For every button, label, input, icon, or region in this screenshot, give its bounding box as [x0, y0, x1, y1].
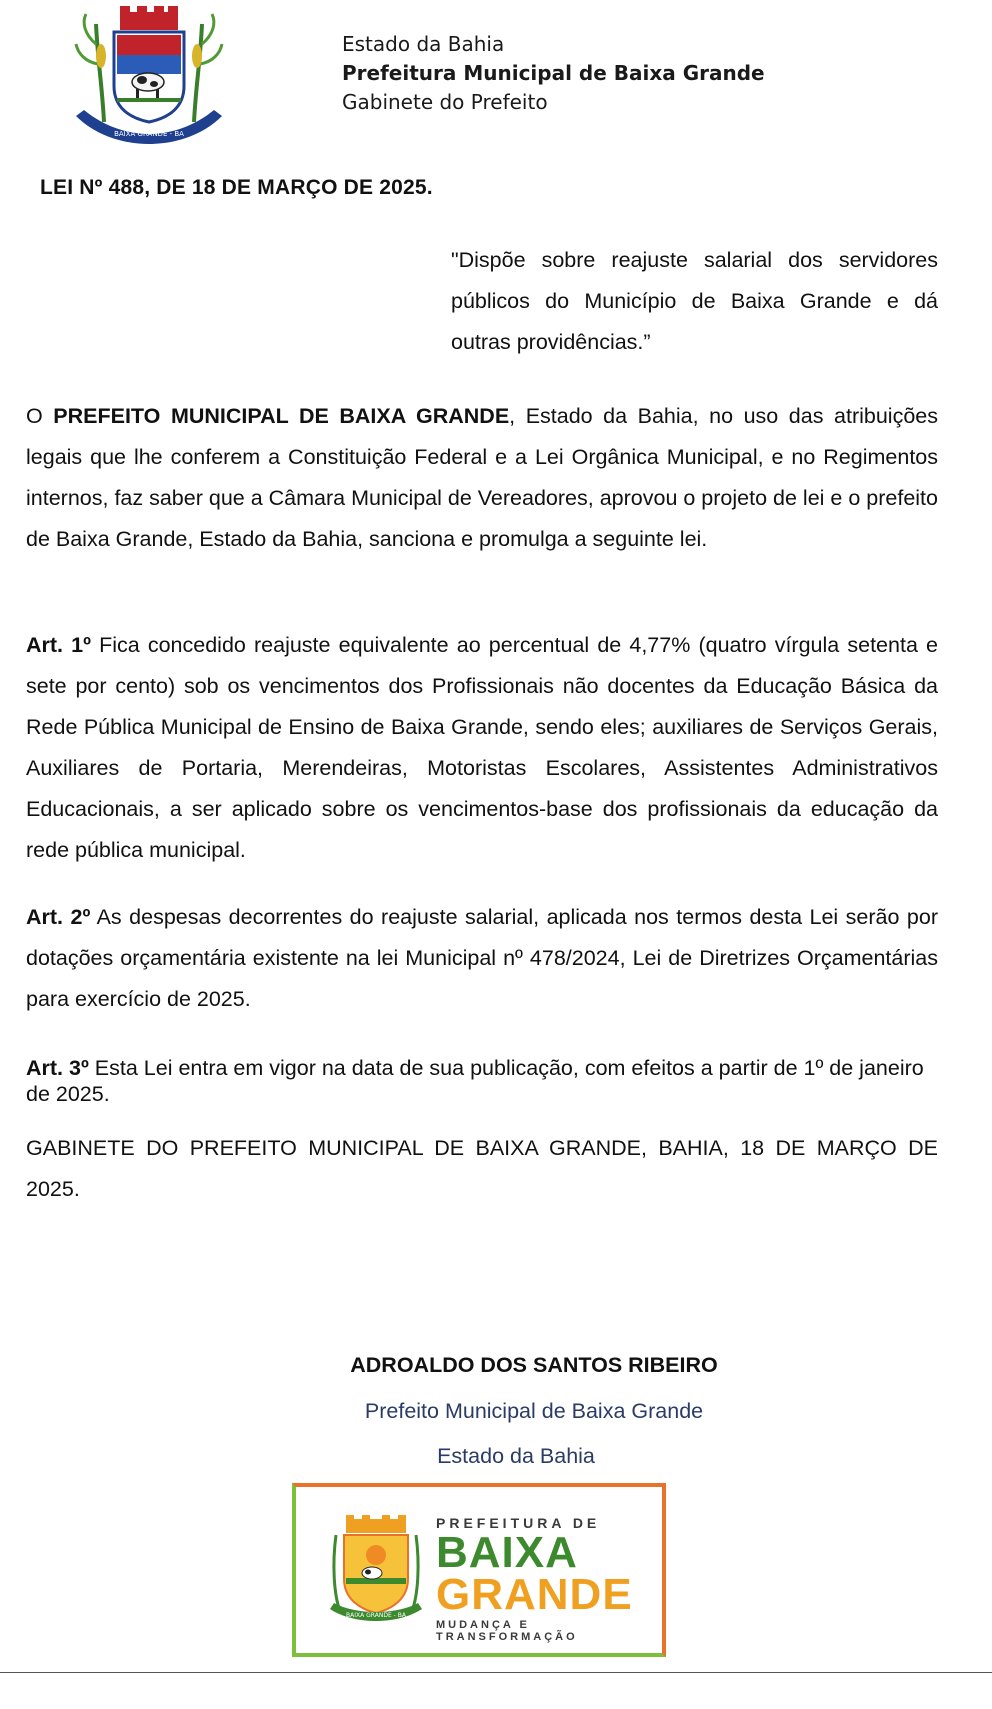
letterhead-office: Gabinete do Prefeito [342, 90, 548, 114]
letterhead [342, 30, 765, 117]
letterhead-municipality: Prefeitura Municipal de Baixa Grande [342, 61, 765, 85]
footer-logo [292, 1483, 666, 1657]
article-1 [26, 625, 938, 871]
preamble-authority: PREFEITO MUNICIPAL DE BAIXA GRANDE [53, 404, 510, 428]
coat-of-arms [68, 4, 230, 146]
logo-grande: GRANDE [436, 1570, 633, 1619]
law-ementa: "Dispõe sobre reajuste salarial dos servidores públicos do Município de Baixa Grande e dá outras providências.” [451, 248, 938, 354]
preamble-text-start: O [26, 404, 54, 428]
article-3 [26, 1055, 938, 1107]
logo-slogan: MUDANÇA E TRANSFORMAÇÃO [436, 1619, 578, 1643]
signatory-state: Estado da Bahia [437, 1444, 595, 1468]
preamble-paragraph [26, 396, 938, 560]
article-1-text: Fica concedido reajuste equivalente ao percentual de 4,77% (quatro vírgula setenta e sete por cento) sob os vencimentos dos Profissionais não docentes da Educação Básica da Rede Pública Municipal de Ensino de Baixa Grande, sendo eles; auxiliares de Serviços Gerais, Auxiliares de Portaria, Merendeiras, Motoristas Escolares, Assistentes Administrativos Educacionais, a ser aplicado sobre os vencimentos-base dos profissionais da educação da rede pública municipal. [26, 633, 938, 862]
coat-ribbon-text: BAIXA GRANDE - BA [114, 130, 184, 138]
article-3-text: Esta Lei entra em vigor na data de sua publicação, com efeitos a partir de 1º de janeiro de 2025. [26, 1056, 924, 1106]
article-1-label: Art. 1º [26, 633, 91, 657]
preamble-text-rest: , Estado da Bahia, no uso das atribuições legais que lhe conferem a Constituição Federal e a Lei Orgânica Municipal, e no Regimentos internos, faz saber que a Câmara Municipal de Vereadores, aprovou o projeto de lei e o prefeito de Baixa Grande, Estado da Bahia, sanciona e promulga a seguinte lei. [26, 404, 938, 551]
bottom-divider [0, 1672, 992, 1673]
signatory-role: Prefeito Municipal de Baixa Grande [364, 1399, 704, 1423]
closing-statement: GABINETE DO PREFEITO MUNICIPAL DE BAIXA GRANDE, BAHIA, 18 DE MARÇO DE 2025. [26, 1136, 938, 1201]
article-2-text: As despesas decorrentes do reajuste salarial, aplicada nos termos desta Lei serão por dotações orçamentária existente na lei Municipal nº 478/2024, Lei de Diretrizes Orçamentárias para exercício de 2025. [26, 905, 938, 1011]
letterhead-state: Estado da Bahia [342, 32, 505, 56]
signatory-name: ADROALDO DOS SANTOS RIBEIRO [350, 1353, 718, 1377]
logo-prefeitura-de: PREFEITURA DE [436, 1515, 601, 1531]
emblem-ribbon-text: BAIXA GRANDE - BA [346, 1612, 406, 1619]
article-3-label: Art. 3º [26, 1056, 89, 1080]
coat-of-arms-icon [68, 4, 230, 146]
article-2 [26, 897, 938, 1020]
logo-baixa: BAIXA [436, 1528, 578, 1577]
municipal-emblem-icon [326, 1515, 426, 1627]
law-title: LEI Nº 488, DE 18 DE MARÇO DE 2025. [40, 176, 433, 199]
article-2-label: Art. 2º [26, 905, 91, 929]
